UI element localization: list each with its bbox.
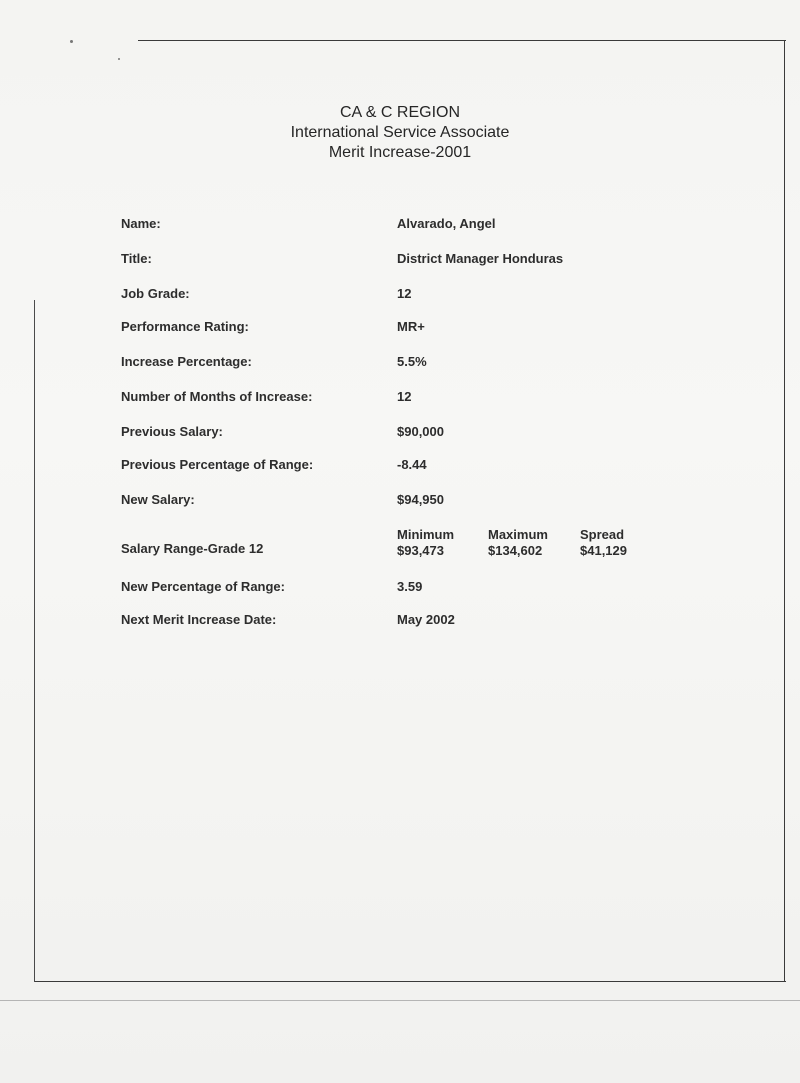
months-of-increase-value: 12 [397, 389, 412, 404]
frame-border-bottom [34, 981, 786, 982]
frame-border-top [138, 40, 786, 41]
header-region: CA & C REGION [339, 104, 461, 121]
next-merit-date-label: Next Merit Increase Date: [121, 612, 277, 627]
increase-percentage-label: Increase Percentage: [121, 354, 252, 369]
previous-salary-label: Previous Salary: [121, 424, 223, 439]
page-edge [0, 1000, 800, 1001]
document-header [0, 103, 800, 163]
next-merit-date-value: May 2002 [397, 612, 455, 627]
new-salary-value: $94,950 [397, 492, 444, 507]
months-of-increase-label: Number of Months of Increase: [121, 389, 313, 404]
scan-speck [70, 40, 73, 43]
range-minimum-heading: Minimum [397, 527, 455, 542]
salary-range-label: Salary Range-Grade 12 [121, 541, 264, 556]
new-percentage-value: 3.59 [397, 579, 423, 594]
performance-rating-value: MR+ [397, 319, 425, 334]
range-spread-value: $41,129 [580, 543, 627, 558]
range-minimum-value: $93,473 [397, 543, 444, 558]
range-spread [580, 527, 627, 559]
job-grade-value: 12 [397, 286, 412, 301]
range-maximum [488, 527, 548, 559]
new-salary-label: New Salary: [121, 492, 195, 507]
new-percentage-label: New Percentage of Range: [121, 579, 285, 594]
previous-percentage-value: -8.44 [397, 457, 427, 472]
performance-rating-label: Performance Rating: [121, 319, 249, 334]
title-label: Title: [121, 251, 152, 266]
range-maximum-value: $134,602 [488, 543, 543, 558]
previous-salary-value: $90,000 [397, 424, 444, 439]
frame-border-right [784, 40, 785, 982]
range-maximum-heading: Maximum [488, 527, 548, 542]
name-label: Name: [121, 216, 161, 231]
range-spread-heading: Spread [580, 527, 625, 542]
frame-border-left [34, 300, 35, 982]
header-subject: Merit Increase-2001 [328, 144, 472, 161]
range-minimum [397, 527, 454, 559]
header-position: International Service Associate [290, 124, 510, 141]
title-value: District Manager Honduras [397, 251, 564, 266]
name-value: Alvarado, Angel [397, 216, 496, 231]
increase-percentage-value: 5.5% [397, 354, 427, 369]
scan-speck [118, 58, 120, 60]
previous-percentage-label: Previous Percentage of Range: [121, 457, 314, 472]
job-grade-label: Job Grade: [121, 286, 190, 301]
